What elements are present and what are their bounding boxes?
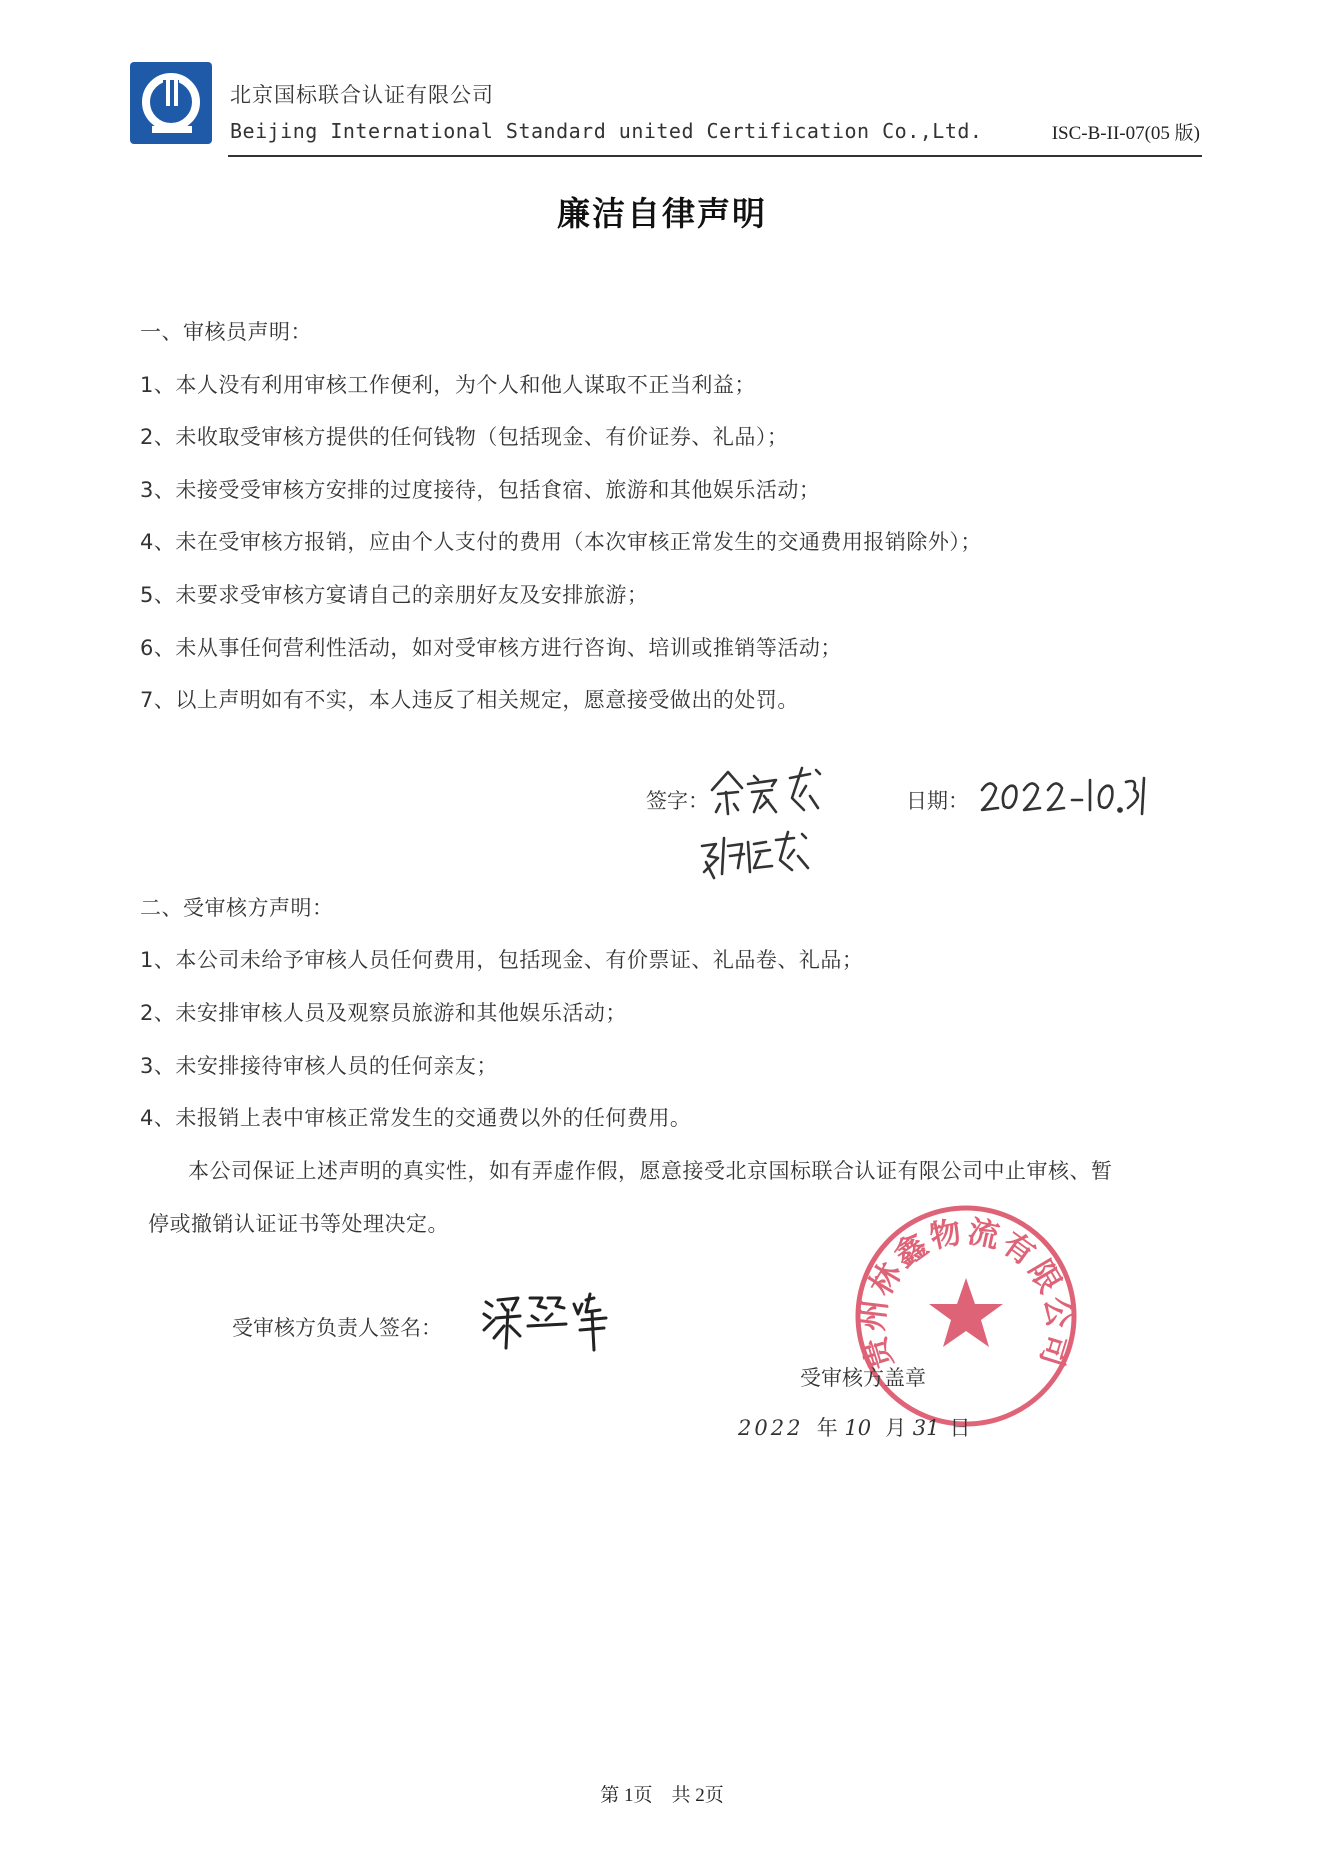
seal-label: 受审核方盖章: [800, 1366, 926, 1390]
auditor-signature-1: [706, 762, 836, 822]
section2-item: 4、未报销上表中审核正常发生的交通费以外的任何费用。: [140, 1106, 692, 1130]
section1-item: 3、未接受受审核方安排的过度接待，包括食宿、旅游和其他娱乐活动；: [140, 478, 821, 502]
section2-item: 1、本公司未给予审核人员任何费用，包括现金、有价票证、礼品卷、礼品；: [140, 948, 864, 972]
section1-heading: 一、审核员声明：: [140, 320, 312, 344]
section1-item: 7、以上声明如有不实，本人违反了相关规定，愿意接受做出的处罚。: [140, 688, 799, 712]
section1-item: 2、未收取受审核方提供的任何钱物（包括现金、有价证券、礼品）；: [140, 425, 789, 449]
company-seal: [850, 1200, 1082, 1432]
section1-item: 5、未要求受审核方宴请自己的亲朋好友及安排旅游；: [140, 583, 649, 607]
section2-item: 3、未安排接待审核人员的任何亲友；: [140, 1054, 498, 1078]
company-logo: [130, 62, 212, 144]
section1-item: 4、未在受审核方报销，应由个人支付的费用（本次审核正常发生的交通费用报销除外）；: [140, 530, 982, 554]
seal-date-month: 10: [844, 1416, 872, 1440]
section2-item: 2、未安排审核人员及观察员旅游和其他娱乐活动；: [140, 1001, 627, 1025]
responsible-signature-label: 受审核方负责人签名：: [232, 1316, 442, 1340]
seal-date-year: 2022: [738, 1416, 804, 1440]
month-char: 月: [885, 1416, 907, 1440]
closing-statement-line2: 停或撤销认证证书等处理决定。: [148, 1212, 449, 1236]
auditor-signature-label: 签字：: [646, 789, 709, 813]
auditor-date-handwritten: [978, 770, 1148, 820]
page-number: 第 1页 共 2页: [600, 1785, 724, 1806]
seal-date-day: 31: [912, 1416, 940, 1440]
document-title: 廉洁自律声明: [557, 194, 767, 233]
auditor-signature-2: [698, 828, 826, 884]
company-name-en: Beijing International Standard united Certification Co.,Ltd.: [230, 119, 983, 143]
auditor-date-label: 日期：: [906, 789, 969, 813]
closing-statement-line1: 本公司保证上述声明的真实性，如有弄虚作假，愿意接受北京国标联合认证有限公司中止审核、暂: [188, 1159, 1113, 1183]
section1-item: 1、本人没有利用审核工作便利，为个人和他人谋取不正当利益；: [140, 373, 756, 397]
section1-item: 6、未从事任何营利性活动，如对受审核方进行咨询、培训或推销等活动；: [140, 636, 842, 660]
responsible-signature: [482, 1290, 612, 1354]
day-char: 日: [949, 1416, 971, 1440]
header-divider: [228, 155, 1202, 157]
section2-heading: 二、受审核方声明：: [140, 896, 334, 920]
document-code: ISC-B-II-07(05 版): [1051, 123, 1200, 144]
year-char: 年: [816, 1416, 838, 1440]
svg-text:贵州林鑫物流有限公司: 贵州林鑫物流有限公司: [854, 1213, 1078, 1374]
seal-date: [738, 1412, 970, 1442]
company-name-cn: 北京国标联合认证有限公司: [230, 83, 494, 107]
